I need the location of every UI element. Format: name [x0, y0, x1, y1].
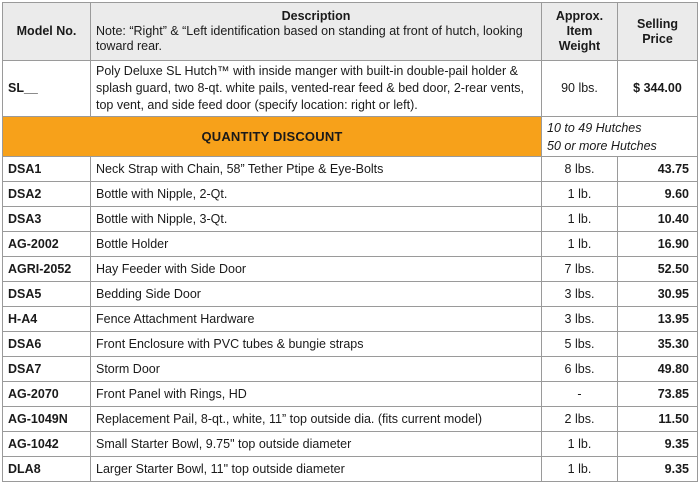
item-model: AGRI-2052: [3, 257, 91, 282]
item-weight: 1 lb.: [542, 432, 618, 457]
table-header: [3, 3, 698, 61]
item-weight: 8 lbs.: [542, 157, 618, 182]
table-row: [3, 332, 698, 357]
item-weight: 3 lbs.: [542, 307, 618, 332]
description-header: [91, 3, 542, 61]
accessory-items: [3, 157, 698, 482]
item-model: DSA7: [3, 357, 91, 382]
item-description: Fence Attachment Hardware: [91, 307, 542, 332]
item-model: DSA5: [3, 282, 91, 307]
item-weight: 1 lb.: [542, 182, 618, 207]
table-row: [3, 282, 698, 307]
item-price: 13.95: [618, 307, 698, 332]
item-price: 16.90: [618, 232, 698, 257]
table-row: [3, 382, 698, 407]
table-row: [3, 257, 698, 282]
item-weight: 5 lbs.: [542, 332, 618, 357]
item-price: 9.35: [618, 457, 698, 482]
item-weight: -: [542, 382, 618, 407]
item-weight: 3 lbs.: [542, 282, 618, 307]
item-price: 52.50: [618, 257, 698, 282]
item-price: 73.85: [618, 382, 698, 407]
quantity-discount-ranges: [542, 117, 698, 157]
item-model: AG-1042: [3, 432, 91, 457]
main-product-description: Poly Deluxe SL Hutch™ with inside manger with built-in double-pail holder & splash guard, two 8-qt. white pails, vented-rear feed & bed door, 2-rear vents, top vent, and side feed door (specify location: right or left).: [91, 61, 542, 117]
table-row: [3, 207, 698, 232]
item-weight: 6 lbs.: [542, 357, 618, 382]
table-row: [3, 357, 698, 382]
main-product-price: $ 344.00: [618, 61, 698, 117]
table-row: [3, 157, 698, 182]
item-model: AG-2070: [3, 382, 91, 407]
table-row: [3, 307, 698, 332]
item-description: Replacement Pail, 8-qt., white, 11” top outside dia. (fits current model): [91, 407, 542, 432]
item-price: 11.50: [618, 407, 698, 432]
item-model: DLA8: [3, 457, 91, 482]
item-description: Small Starter Bowl, 9.75" top outside diameter: [91, 432, 542, 457]
item-price: 30.95: [618, 282, 698, 307]
description-title: Description: [281, 9, 351, 23]
item-weight: 1 lb.: [542, 207, 618, 232]
item-weight: 1 lb.: [542, 232, 618, 257]
main-product-model: SL__: [3, 61, 91, 117]
price-header: Selling Price: [618, 3, 698, 61]
item-price: 10.40: [618, 207, 698, 232]
description-note: Note: “Right” & “Left identification based on standing at front of hutch, looking toward rear.: [96, 24, 523, 53]
quantity-discount-row: [3, 117, 698, 157]
item-description: Front Panel with Rings, HD: [91, 382, 542, 407]
weight-header: Approx. Item Weight: [542, 3, 618, 61]
discount-range-2: 50 or more Hutches: [547, 138, 657, 153]
main-product-weight: 90 lbs.: [542, 61, 618, 117]
item-model: DSA2: [3, 182, 91, 207]
item-description: Storm Door: [91, 357, 542, 382]
table-row: [3, 232, 698, 257]
item-weight: 2 lbs.: [542, 407, 618, 432]
item-model: H-A4: [3, 307, 91, 332]
item-description: Larger Starter Bowl, 11" top outside diameter: [91, 457, 542, 482]
table-row: [3, 457, 698, 482]
quantity-discount-label: QUANTITY DISCOUNT: [3, 117, 542, 157]
item-price: 9.35: [618, 432, 698, 457]
item-model: DSA1: [3, 157, 91, 182]
item-description: Bottle with Nipple, 2-Qt.: [91, 182, 542, 207]
item-price: 35.30: [618, 332, 698, 357]
item-weight: 7 lbs.: [542, 257, 618, 282]
item-model: DSA6: [3, 332, 91, 357]
table-body: [3, 61, 698, 157]
item-description: Bottle with Nipple, 3-Qt.: [91, 207, 542, 232]
item-price: 49.80: [618, 357, 698, 382]
item-model: AG-1049N: [3, 407, 91, 432]
table-row: [3, 407, 698, 432]
item-price: 43.75: [618, 157, 698, 182]
item-description: Neck Strap with Chain, 58” Tether Ptipe & Eye-Bolts: [91, 157, 542, 182]
item-description: Bottle Holder: [91, 232, 542, 257]
table-row: [3, 182, 698, 207]
main-product-row: [3, 61, 698, 117]
item-description: Hay Feeder with Side Door: [91, 257, 542, 282]
discount-range-1: 10 to 49 Hutches: [547, 120, 642, 135]
item-description: Front Enclosure with PVC tubes & bungie straps: [91, 332, 542, 357]
price-table: [2, 2, 698, 482]
item-description: Bedding Side Door: [91, 282, 542, 307]
item-model: DSA3: [3, 207, 91, 232]
item-price: 9.60: [618, 182, 698, 207]
model-header: Model No.: [3, 3, 91, 61]
header-row: [3, 3, 698, 61]
table-row: [3, 432, 698, 457]
item-weight: 1 lb.: [542, 457, 618, 482]
item-model: AG-2002: [3, 232, 91, 257]
